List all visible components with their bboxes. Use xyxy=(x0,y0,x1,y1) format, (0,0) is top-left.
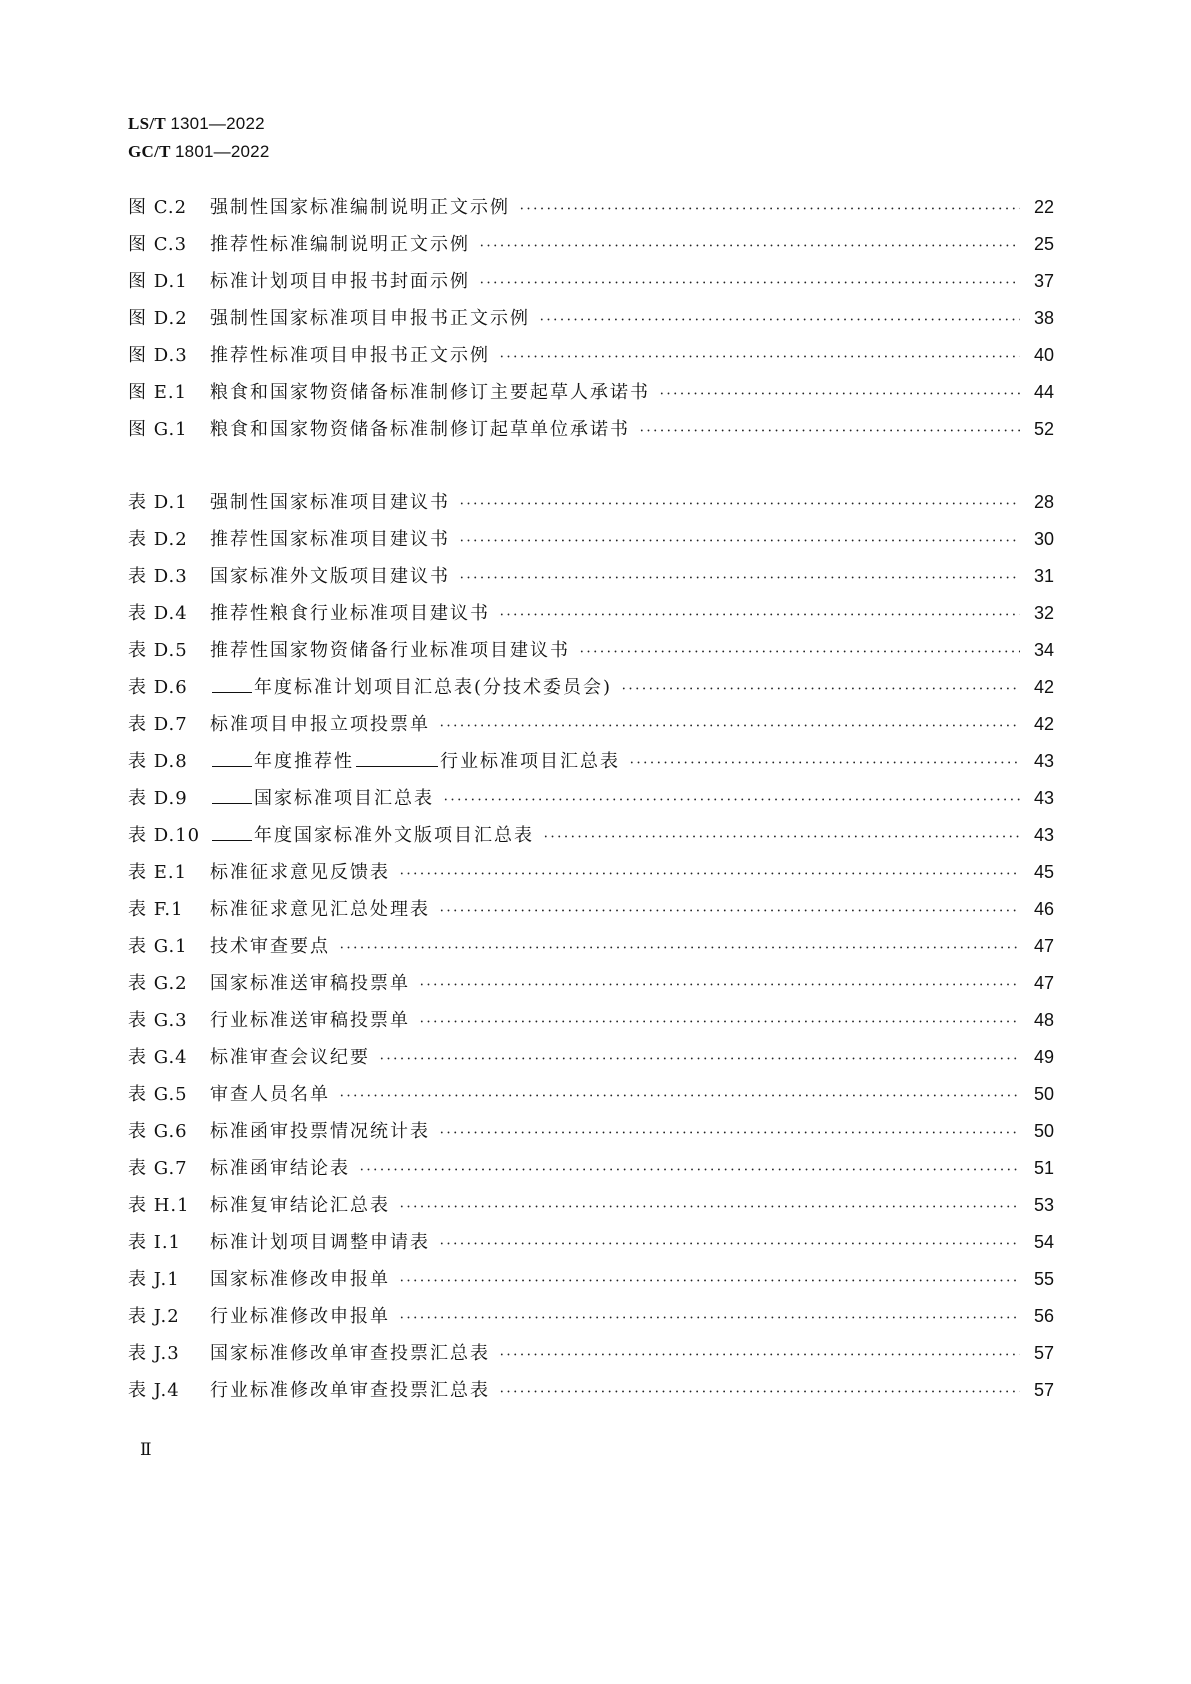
entry-title: 国家标准外文版项目建议书 xyxy=(210,566,450,587)
toc-entry[interactable] xyxy=(128,562,1054,599)
dot-leader xyxy=(630,756,1020,771)
entry-title: 行业标准送审稿投票单 xyxy=(210,1010,410,1031)
entry-page: 50 xyxy=(1033,1084,1054,1104)
entry-title: 强制性国家标准编制说明正文示例 xyxy=(210,197,510,218)
entry-page: 52 xyxy=(1033,419,1054,439)
toc-entry[interactable] xyxy=(128,193,1054,230)
entry-page: 43 xyxy=(1033,788,1054,808)
entry-page: 42 xyxy=(1033,714,1054,734)
toc-entry[interactable] xyxy=(128,1154,1054,1191)
entry-page: 32 xyxy=(1033,603,1054,623)
standard-code-prefix: LS/T xyxy=(128,114,166,133)
toc-entry[interactable] xyxy=(128,525,1054,562)
toc-entry[interactable] xyxy=(128,673,1054,710)
entry-title: 国家标准修改申报单 xyxy=(210,1269,390,1290)
entry-page: 51 xyxy=(1033,1158,1054,1178)
entry-title xyxy=(208,821,534,847)
fill-in-blank xyxy=(212,766,252,767)
entry-page: 42 xyxy=(1033,677,1054,697)
entry-title: 标准计划项目申报书封面示例 xyxy=(210,271,470,292)
entry-title-text: 年度标准计划项目汇总表(分技术委员会) xyxy=(254,677,613,698)
entry-page: 43 xyxy=(1033,825,1054,845)
entry-label: 表 D.10 xyxy=(128,825,201,846)
dot-leader xyxy=(520,202,1020,217)
entry-label: 表 J.2 xyxy=(128,1306,180,1327)
toc-entry[interactable] xyxy=(128,1302,1054,1339)
entry-title: 粮食和国家物资储备标准制修订起草单位承诺书 xyxy=(210,419,630,440)
entry-page: 55 xyxy=(1033,1269,1054,1289)
entry-label: 表 H.1 xyxy=(128,1195,190,1216)
toc-entry[interactable] xyxy=(128,710,1054,747)
toc-entry[interactable] xyxy=(128,267,1054,304)
fill-in-blank xyxy=(212,692,252,693)
entry-label: 表 G.2 xyxy=(128,973,188,994)
entry-page: 25 xyxy=(1033,234,1054,254)
entry-page: 50 xyxy=(1033,1121,1054,1141)
entry-title: 标准函审投票情况统计表 xyxy=(210,1121,430,1142)
entry-page: 54 xyxy=(1033,1232,1054,1252)
entry-page: 47 xyxy=(1033,936,1054,956)
dot-leader xyxy=(500,608,1020,623)
dot-leader xyxy=(420,1015,1020,1030)
entry-page: 57 xyxy=(1033,1343,1054,1363)
toc-entry[interactable] xyxy=(128,932,1054,969)
entry-page: 28 xyxy=(1033,492,1054,512)
entry-label: 表 D.8 xyxy=(128,751,188,772)
entry-page: 31 xyxy=(1033,566,1054,586)
entry-label: 表 D.2 xyxy=(128,529,188,550)
dot-leader xyxy=(420,978,1020,993)
dot-leader xyxy=(360,1163,1020,1178)
fill-in-blank xyxy=(212,803,252,804)
dot-leader xyxy=(640,424,1020,439)
entry-title xyxy=(208,673,612,699)
toc-entry[interactable] xyxy=(128,1265,1054,1302)
entry-label: 表 I.1 xyxy=(128,1232,182,1253)
entry-label: 表 D.3 xyxy=(128,566,188,587)
entry-title: 推荐性国家标准项目建议书 xyxy=(210,529,450,550)
entry-title: 推荐性粮食行业标准项目建议书 xyxy=(210,603,490,624)
entry-label: 表 F.1 xyxy=(128,899,184,920)
entry-title: 强制性国家标准项目申报书正文示例 xyxy=(210,308,530,329)
entry-title: 标准征求意见反馈表 xyxy=(210,862,390,883)
entry-page: 43 xyxy=(1033,751,1054,771)
toc-entry[interactable] xyxy=(128,784,1054,821)
dot-leader xyxy=(460,534,1020,549)
toc-entry[interactable] xyxy=(128,747,1054,784)
entry-title: 标准复审结论汇总表 xyxy=(210,1195,390,1216)
entry-title: 推荐性国家物资储备行业标准项目建议书 xyxy=(210,640,570,661)
entry-page: 45 xyxy=(1033,862,1054,882)
entry-page: 22 xyxy=(1033,197,1054,217)
toc-entry[interactable] xyxy=(128,378,1054,415)
dot-leader xyxy=(580,645,1020,660)
entry-label: 表 D.7 xyxy=(128,714,188,735)
entry-label: 表 E.1 xyxy=(128,862,188,883)
entry-page: 44 xyxy=(1033,382,1054,402)
toc-entry[interactable] xyxy=(128,341,1054,378)
standard-code-number: 1801—2022 xyxy=(175,142,270,161)
toc-entry[interactable] xyxy=(128,858,1054,895)
entry-label: 图 D.1 xyxy=(128,271,188,292)
dot-leader xyxy=(440,904,1020,919)
document-header xyxy=(128,110,269,166)
toc-figures-list xyxy=(128,193,1054,452)
entry-label: 表 G.1 xyxy=(128,936,188,957)
entry-label: 表 D.4 xyxy=(128,603,188,624)
toc-entry[interactable] xyxy=(128,1043,1054,1080)
dot-leader xyxy=(500,1348,1020,1363)
entry-label: 表 G.5 xyxy=(128,1084,188,1105)
entry-label: 表 G.4 xyxy=(128,1047,188,1068)
entry-page: 46 xyxy=(1033,899,1054,919)
entry-label: 图 D.2 xyxy=(128,308,188,329)
dot-leader xyxy=(440,1126,1020,1141)
entry-page: 57 xyxy=(1033,1380,1054,1400)
entry-title: 推荐性标准项目申报书正文示例 xyxy=(210,345,490,366)
entry-title-text: 行业标准项目汇总表 xyxy=(440,751,620,772)
dot-leader xyxy=(622,682,1020,697)
dot-leader xyxy=(480,276,1020,291)
entry-title xyxy=(208,784,434,810)
entry-page: 34 xyxy=(1033,640,1054,660)
fill-in-blank xyxy=(356,766,438,767)
entry-title: 审查人员名单 xyxy=(210,1084,330,1105)
dot-leader xyxy=(480,239,1020,254)
dot-leader xyxy=(440,1237,1020,1252)
entry-label: 表 D.5 xyxy=(128,640,188,661)
entry-page: 56 xyxy=(1033,1306,1054,1326)
entry-title: 粮食和国家物资储备标准制修订主要起草人承诺书 xyxy=(210,382,650,403)
entry-label: 图 G.1 xyxy=(128,419,188,440)
entry-label: 图 E.1 xyxy=(128,382,188,403)
entry-title: 强制性国家标准项目建议书 xyxy=(210,492,450,513)
entry-page: 37 xyxy=(1033,271,1054,291)
dot-leader xyxy=(460,571,1020,586)
dot-leader xyxy=(400,1311,1020,1326)
toc-entry[interactable] xyxy=(128,969,1054,1006)
dot-leader xyxy=(500,350,1020,365)
entry-title-text: 年度国家标准外文版项目汇总表 xyxy=(254,825,534,846)
toc-entry[interactable] xyxy=(128,304,1054,341)
entry-page: 53 xyxy=(1033,1195,1054,1215)
entry-label: 表 J.3 xyxy=(128,1343,180,1364)
dot-leader xyxy=(660,387,1020,402)
entry-title: 标准计划项目调整申请表 xyxy=(210,1232,430,1253)
toc-entry[interactable] xyxy=(128,488,1054,525)
fill-in-blank xyxy=(212,840,252,841)
toc-entry[interactable] xyxy=(128,1376,1054,1413)
entry-label: 表 D.9 xyxy=(128,788,188,809)
entry-label: 图 C.3 xyxy=(128,234,188,255)
entry-title: 标准审查会议纪要 xyxy=(210,1047,370,1068)
toc-entry[interactable] xyxy=(128,1339,1054,1376)
toc-entry[interactable] xyxy=(128,599,1054,636)
page-number: Ⅱ xyxy=(140,1440,152,1459)
entry-label: 表 D.1 xyxy=(128,492,188,513)
entry-title: 标准项目申报立项投票单 xyxy=(210,714,430,735)
dot-leader xyxy=(444,793,1020,808)
dot-leader xyxy=(400,1200,1020,1215)
toc-tables-list xyxy=(128,488,1054,1413)
dot-leader xyxy=(340,941,1020,956)
dot-leader xyxy=(340,1089,1020,1104)
dot-leader xyxy=(544,830,1020,845)
dot-leader xyxy=(460,497,1020,512)
dot-leader xyxy=(440,719,1020,734)
standard-code-ls xyxy=(128,110,269,138)
entry-page: 48 xyxy=(1033,1010,1054,1030)
toc-entry[interactable] xyxy=(128,1117,1054,1154)
toc-entry[interactable] xyxy=(128,1006,1054,1043)
entry-title: 行业标准修改单审查投票汇总表 xyxy=(210,1380,490,1401)
toc-entry[interactable] xyxy=(128,1228,1054,1265)
entry-title: 标准征求意见汇总处理表 xyxy=(210,899,430,920)
entry-label: 表 G.6 xyxy=(128,1121,188,1142)
toc-entry[interactable] xyxy=(128,230,1054,267)
entry-title: 技术审查要点 xyxy=(210,936,330,957)
entry-page: 30 xyxy=(1033,529,1054,549)
toc-entry[interactable] xyxy=(128,821,1054,858)
entry-page: 47 xyxy=(1033,973,1054,993)
entry-label: 表 G.3 xyxy=(128,1010,188,1031)
entry-title: 推荐性标准编制说明正文示例 xyxy=(210,234,470,255)
standard-code-gc xyxy=(128,138,269,166)
entry-label: 表 G.7 xyxy=(128,1158,188,1179)
entry-title-text: 国家标准项目汇总表 xyxy=(254,788,434,809)
entry-title: 标准函审结论表 xyxy=(210,1158,350,1179)
entry-label: 表 D.6 xyxy=(128,677,188,698)
entry-label: 图 D.3 xyxy=(128,345,188,366)
toc-entry[interactable] xyxy=(128,1191,1054,1228)
entry-title xyxy=(208,747,620,773)
entry-label: 图 C.2 xyxy=(128,197,188,218)
dot-leader xyxy=(540,313,1020,328)
entry-label: 表 J.1 xyxy=(128,1269,180,1290)
entry-title-text: 年度推荐性 xyxy=(254,751,354,772)
dot-leader xyxy=(380,1052,1020,1067)
entry-title: 行业标准修改申报单 xyxy=(210,1306,390,1327)
dot-leader xyxy=(400,1274,1020,1289)
toc-entry[interactable] xyxy=(128,636,1054,673)
entry-label: 表 J.4 xyxy=(128,1380,180,1401)
dot-leader xyxy=(500,1385,1020,1400)
entry-page: 40 xyxy=(1033,345,1054,365)
toc-entry[interactable] xyxy=(128,415,1054,452)
dot-leader xyxy=(400,867,1020,882)
toc-entry[interactable] xyxy=(128,895,1054,932)
standard-code-number: 1301—2022 xyxy=(170,114,265,133)
entry-title: 国家标准修改单审查投票汇总表 xyxy=(210,1343,490,1364)
entry-page: 38 xyxy=(1033,308,1054,328)
toc-entry[interactable] xyxy=(128,1080,1054,1117)
entry-page: 49 xyxy=(1033,1047,1054,1067)
entry-title: 国家标准送审稿投票单 xyxy=(210,973,410,994)
standard-code-prefix: GC/T xyxy=(128,142,171,161)
